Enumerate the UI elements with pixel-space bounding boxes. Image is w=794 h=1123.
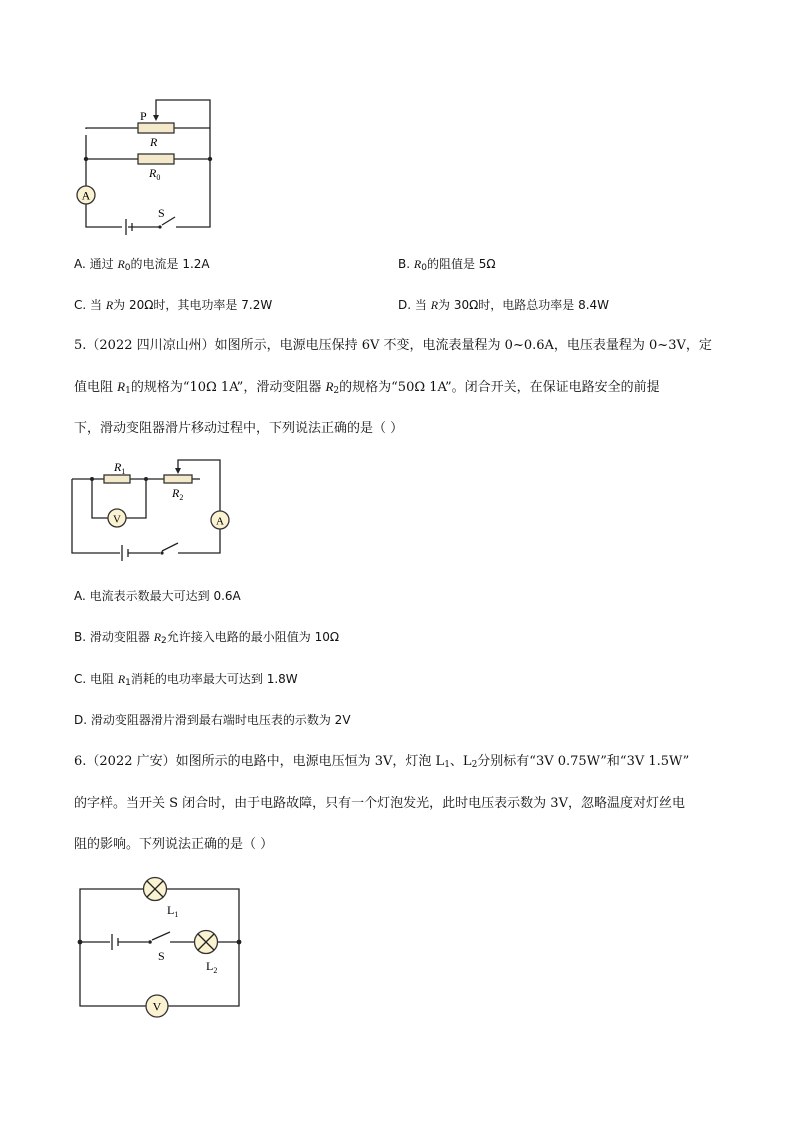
- q5-option-c-suffix: 消耗的电功率最大可达到 1.8W: [130, 672, 298, 686]
- q4-option-d: [398, 296, 609, 314]
- q4-option-c: [74, 296, 272, 314]
- q4-option-a-var: R: [117, 257, 125, 271]
- rheostat-r-label: R: [150, 135, 158, 149]
- rheostat-r2: [164, 475, 192, 483]
- q4-option-c-prefix: C. 当: [74, 298, 106, 312]
- q4-option-c-suffix: 为 20Ω时，其电功率是 7.2W: [113, 298, 273, 312]
- q5-option-b-suffix: 允许接入电路的最小阻值为 10Ω: [166, 630, 340, 644]
- q5-line2-b: 的规格为“10Ω 1A”，滑动变阻器: [130, 380, 326, 395]
- q5-stem-line-2: [74, 378, 660, 400]
- q4-option-b-prefix: B.: [398, 257, 414, 271]
- q5-option-b-var: R: [153, 630, 162, 644]
- q5-line2-c: 的规格为“50Ω 1A”。闭合开关，在保证电路安全的前提: [339, 380, 660, 395]
- switch-s-label: S: [158, 949, 165, 963]
- q5-option-b-sub: 2: [161, 636, 167, 646]
- q6-stem-line-1: [74, 753, 689, 774]
- slider-p-label: P: [140, 109, 147, 123]
- q6-circuit-diagram: [72, 875, 247, 1025]
- lamp-l2: [195, 931, 218, 954]
- q4-option-b: [398, 255, 496, 277]
- q6-stem-line-3: 阻的影响。下列说法正确的是（ ）: [74, 837, 274, 852]
- q4-option-b-suffix: 的阻值是 5Ω: [426, 257, 496, 271]
- q5-line2-var1: R: [117, 379, 126, 394]
- q5-option-b-prefix: B. 滑动变阻器: [74, 630, 154, 644]
- q6-line1-sub1: 1: [444, 760, 450, 770]
- voltmeter-label: V: [113, 513, 121, 526]
- resistor-r1: [104, 475, 130, 483]
- q6-line1-sub2: 2: [471, 760, 478, 770]
- q4-option-a-suffix: 的电流是 1.2A: [130, 257, 210, 271]
- ammeter-label: A: [81, 188, 91, 203]
- q5-line2-var2: R: [325, 379, 334, 394]
- q4-option-a-sub: 0: [124, 263, 131, 273]
- q5-line2-sub1: 1: [125, 386, 131, 396]
- q5-stem-line-3: 下，滑动变阻器滑片移动过程中，下列说法正确的是（ ）: [74, 421, 404, 436]
- q5-option-d: D. 滑动变阻器滑片滑到最右端时电压表的示数为 2V: [74, 713, 351, 727]
- q5-line2-sub2: 2: [333, 386, 340, 396]
- q6-line1-c: 分别标有“3V 0.75W”和“3V 1.5W”: [477, 754, 690, 769]
- q4-option-d-var: R: [430, 298, 439, 312]
- q4-option-a-prefix: A. 通过: [74, 257, 118, 271]
- lamp-l1-label: $L_1$: [167, 903, 179, 919]
- q4-option-d-suffix: 为 30Ω时，电路总功率是 8.4W: [438, 298, 610, 312]
- q4-option-a: [74, 255, 210, 277]
- q5-circuit-diagram: [68, 455, 238, 560]
- q5-option-c-prefix: C. 电阻: [74, 672, 118, 686]
- voltmeter-label: V: [152, 999, 162, 1014]
- switch-s-label: S: [158, 206, 165, 220]
- q4-option-d-prefix: D. 当: [398, 298, 431, 312]
- rheostat-r2-label: $R_2$: [172, 486, 184, 502]
- rheostat-r: [138, 123, 174, 133]
- q5-stem-line-1: 5.（2022 四川凉山州）如图所示，电源电压保持 6V 不变，电流表量程为 0~0.6A，电压表量程为 0~3V，定: [74, 338, 712, 353]
- q5-option-a: A. 电流表示数最大可达到 0.6A: [74, 589, 241, 603]
- q6-line1-a: 6.（2022 广安）如图所示的电路中，电源电压恒为 3V，灯泡 L: [74, 754, 445, 769]
- resistor-r1-label: $R_1$: [114, 460, 126, 476]
- ammeter-label: A: [216, 515, 224, 528]
- q5-line2-a: 值电阻: [74, 380, 118, 395]
- resistor-r0: [138, 154, 174, 164]
- q4-option-c-var: R: [105, 298, 114, 312]
- q4-circuit-diagram: [70, 95, 220, 235]
- q5-option-c-sub: 1: [125, 678, 131, 688]
- q6-stem-line-2: 的字样。当开关 S 闭合时，由于电路故障，只有一个灯泡发光，此时电压表示数为 3V，忽略温度对灯丝电: [74, 796, 685, 811]
- lamp-l1: [144, 878, 167, 901]
- q5-option-b: [74, 628, 339, 650]
- q5-option-c-var: R: [117, 672, 126, 686]
- q5-option-c: [74, 670, 298, 692]
- lamp-l2-label: $L_2$: [206, 959, 218, 975]
- q6-line1-b: 、L: [449, 754, 472, 769]
- q4-option-b-var: R: [413, 257, 422, 271]
- q4-option-b-sub: 0: [421, 263, 427, 273]
- resistor-r0-label: $R_0$: [149, 166, 161, 182]
